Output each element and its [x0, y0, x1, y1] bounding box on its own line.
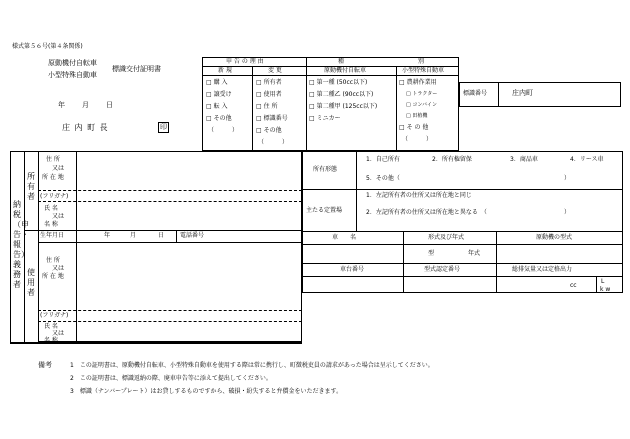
notes-label: 備考	[38, 361, 52, 369]
engine-type-label: 原動機の型式	[536, 234, 573, 241]
user-furigana-label: (フリガナ)	[40, 312, 69, 319]
form-number: 様式第５６号(第４条関係)	[12, 43, 83, 50]
storage-different[interactable]: 2．左記所有者の住所又は所在地と異なる （	[366, 209, 487, 216]
form-year-suffix: 年式	[468, 250, 481, 257]
reason-change-other[interactable]: □ その他	[256, 127, 282, 134]
user-address-line3: 所 在 地	[42, 273, 64, 280]
displacement-label: 総排気量又は定格出力	[512, 266, 573, 273]
type-agricultural[interactable]: □ 農耕作業用	[399, 79, 437, 86]
displacement-l: L	[601, 278, 605, 285]
displacement-kw: k w	[600, 286, 611, 293]
ownership-merchandise[interactable]: 3．商品車	[510, 156, 538, 163]
ownership-retained[interactable]: 2．所有権留保	[432, 156, 472, 163]
type-combine[interactable]: □ コンバイン	[406, 102, 437, 108]
date-month: 月	[82, 101, 89, 109]
type-small-other[interactable]: □ そ の 他	[399, 124, 429, 131]
reason-change-address[interactable]: □ 住 所	[256, 103, 278, 110]
change-header: 変 更	[268, 67, 282, 74]
title-moped: 原動機付自転車	[48, 59, 97, 67]
owner-birth-label: 生年月日	[40, 232, 65, 239]
owner-name-line3: 名 称	[44, 221, 58, 228]
ownership-lease[interactable]: 4．リース車	[570, 156, 604, 163]
small-vehicle-header: 小型特殊自動車	[402, 67, 445, 74]
owner-address-line1: 住 所	[46, 156, 60, 163]
reason-change-plate[interactable]: □ 標識番号	[256, 115, 288, 122]
owner-address-line3: 所 在 地	[42, 174, 64, 181]
reason-change-owner[interactable]: □ 所有者	[256, 79, 282, 86]
taxpayer-label: 納税（申告・報告）義務者	[13, 200, 29, 289]
type-small-other-blank: （ ）	[402, 136, 433, 143]
user-name-line1: 氏 名	[44, 323, 58, 330]
plate-number-value[interactable]: 庄内町	[512, 89, 533, 97]
type-first-class[interactable]: □ 第一種 (50cc以下)	[309, 79, 368, 86]
ownership-other-close: ）	[564, 175, 571, 182]
date-day: 日	[106, 101, 113, 109]
user-address-line1: 住 所	[46, 257, 60, 264]
owner-birth-day: 日	[158, 232, 165, 239]
form-type-suffix: 型	[428, 250, 435, 257]
ownership-other[interactable]: 5．その他（	[366, 175, 400, 182]
note-1: 1 この証明書は、原動機付自転車、小型特殊自動車を使用する際は常に携行し、町徴税吏員の請求があった場合は呈示してください。	[70, 362, 434, 369]
owner-birth-year: 年	[104, 232, 111, 239]
moped-header: 原動機付自転車	[324, 67, 367, 74]
user-name-line2: 又は	[52, 330, 65, 337]
title-small-vehicle: 小型特殊自動車	[48, 71, 97, 79]
official-seal: 印	[160, 123, 167, 131]
plate-number-label: 標識番号	[463, 90, 488, 97]
reason-new-transfer[interactable]: □ 譲受け	[206, 91, 232, 98]
reason-header: 申 告 の 理 由	[226, 58, 264, 65]
type-tractor[interactable]: □ トラクター	[406, 91, 438, 97]
ownership-label: 所有形態	[313, 166, 338, 173]
reason-new-other-blank: （ ）	[208, 127, 239, 134]
owner-name-line1: 氏 名	[44, 205, 58, 212]
date-year: 年	[58, 101, 65, 109]
reason-new-other[interactable]: □ その他	[206, 115, 232, 122]
reason-change-other-blank: （ ）	[258, 139, 289, 146]
chassis-label: 車台番号	[340, 266, 365, 273]
storage-different-close: ）	[564, 209, 571, 216]
storage-same[interactable]: 1．左記所有者の住所又は所在地と同じ	[366, 192, 472, 199]
type-header-right: 別	[418, 58, 425, 65]
owner-label: 所有者	[27, 172, 35, 201]
reason-new-move-in[interactable]: □ 転 入	[206, 103, 228, 110]
reason-change-user[interactable]: □ 使用者	[256, 91, 282, 98]
note-3: 3 標識（ナンバープレート）はお貸しするものですから、破損・紛失すると弁償金をいただきます。	[70, 388, 343, 395]
reason-new-purchase[interactable]: □ 購 入	[206, 79, 228, 86]
type-header-left: 種	[338, 58, 345, 65]
owner-address-line2: 又は	[52, 165, 65, 172]
owner-birth-month: 月	[130, 232, 137, 239]
user-label: 使用者	[27, 268, 35, 297]
type-minicar[interactable]: □ ミニカー	[309, 115, 341, 122]
storage-label: 主たる定置場	[306, 207, 343, 214]
note-2: 2 この証明書は、標識返納の際、廃車申告等に添えて提出してください。	[70, 375, 272, 382]
ownership-self[interactable]: 1．自己所有	[366, 156, 400, 163]
owner-name-line2: 又は	[52, 213, 65, 220]
issuer-title: 庄 内 町 長	[62, 123, 109, 132]
owner-phone-label: 電話番号	[180, 232, 205, 239]
cert-number-label: 型式認定番号	[424, 266, 461, 273]
form-year-label: 形式及び年式	[428, 234, 465, 241]
type-second-class-a[interactable]: □ 第二種甲 (125cc以下)	[309, 103, 378, 110]
type-rice-planter[interactable]: □ 田植機	[406, 113, 428, 119]
owner-furigana-label: (フリガナ)	[40, 193, 69, 200]
new-header: 新 規	[218, 67, 232, 74]
user-address-line2: 又は	[52, 265, 65, 272]
user-name-line3: 名 称	[44, 337, 58, 344]
page-title: 標識交付証明書	[112, 65, 161, 73]
maker-label: 車 名	[332, 234, 357, 241]
displacement-cc: cc	[570, 282, 577, 289]
type-second-class-b[interactable]: □ 第二種乙 (90cc以下)	[309, 91, 374, 98]
